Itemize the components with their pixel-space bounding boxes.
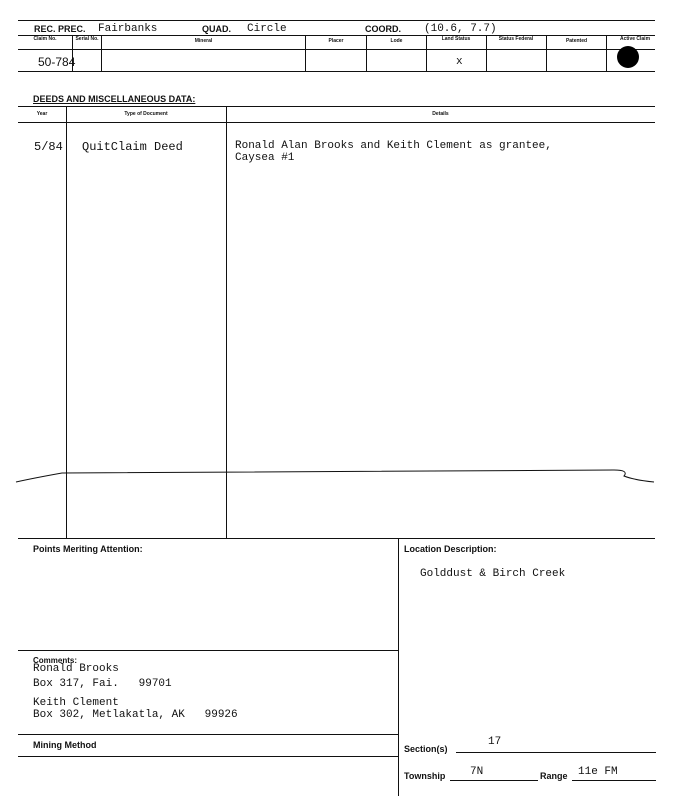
rec-prec-label: REC. PREC. [34,24,86,34]
comments-label: Comments: [33,656,78,665]
mining-method-top [18,734,398,735]
range-underline [572,780,656,781]
col-mineral: Mineral [194,38,213,44]
active-claim-dot [617,46,639,68]
deed-details-line2: Caysea #1 [235,152,295,164]
deeds-col-type: Type of Document [124,111,168,117]
comments-line: Ronald Brooks [33,663,119,675]
claim-header-bottom [18,49,655,50]
points-label: Points Meriting Attention: [33,544,143,554]
claim-col-divider [486,35,487,71]
coord-value: (10.6, 7.7) [424,23,497,35]
location-value: Golddust & Birch Creek [420,568,566,580]
claim-col-divider [606,35,607,71]
quad-value: Circle [247,23,287,35]
section-label: Section(s) [404,744,448,754]
deeds-section-title: DEEDS AND MISCELLANEOUS DATA: [33,94,196,104]
comments-line: Box 317, Fai. 99701 [33,678,172,690]
copy-seam-line [14,460,656,486]
lower-section-top [18,538,655,539]
col-land-status: Land Status [441,36,471,42]
land-status-mark: x [456,56,463,68]
col-status-federal: Status Federal [498,36,534,42]
claim-table-top [18,35,655,36]
mining-method-bottom [18,756,398,757]
deed-type: QuitClaim Deed [82,140,183,154]
col-placer: Placer [328,38,344,44]
col-active-claim: Active Claim [620,36,651,42]
mining-method-label: Mining Method [33,740,97,750]
deeds-table-top [18,106,655,107]
claim-table-bottom [18,71,655,72]
section-underline [456,752,656,753]
deeds-col-year: Year [36,111,48,117]
township-value: 7N [470,766,484,778]
col-claim-no: Claim No. [33,36,57,42]
comments-line: Keith Clement [33,697,119,709]
section-value: 17 [488,736,502,748]
location-label: Location Description: [404,544,497,554]
range-label: Range [540,771,568,781]
range-value: 11e FM [578,766,618,778]
coord-label: COORD. [365,24,401,34]
township-underline [450,780,538,781]
deed-year: 5/84 [34,140,63,154]
claim-no-value: 50-784 [38,55,76,69]
rec-prec-value: Fairbanks [98,23,158,35]
col-serial-no: Serial No. [75,36,99,42]
comments-line: Box 302, Metlakatla, AK 99926 [33,709,238,721]
top-border [18,20,655,21]
deeds-col-details: Details [432,111,449,117]
deed-details-line1: Ronald Alan Brooks and Keith Clement as grantee, [235,140,552,152]
township-label: Township [404,771,446,781]
quad-label: QUAD. [202,24,231,34]
col-lode: Lode [390,38,403,44]
lower-center-divider [398,538,399,796]
col-patented: Patented [565,38,588,44]
comments-divider [18,650,398,651]
deeds-header-bottom [18,122,655,123]
claim-col-divider [426,35,427,71]
